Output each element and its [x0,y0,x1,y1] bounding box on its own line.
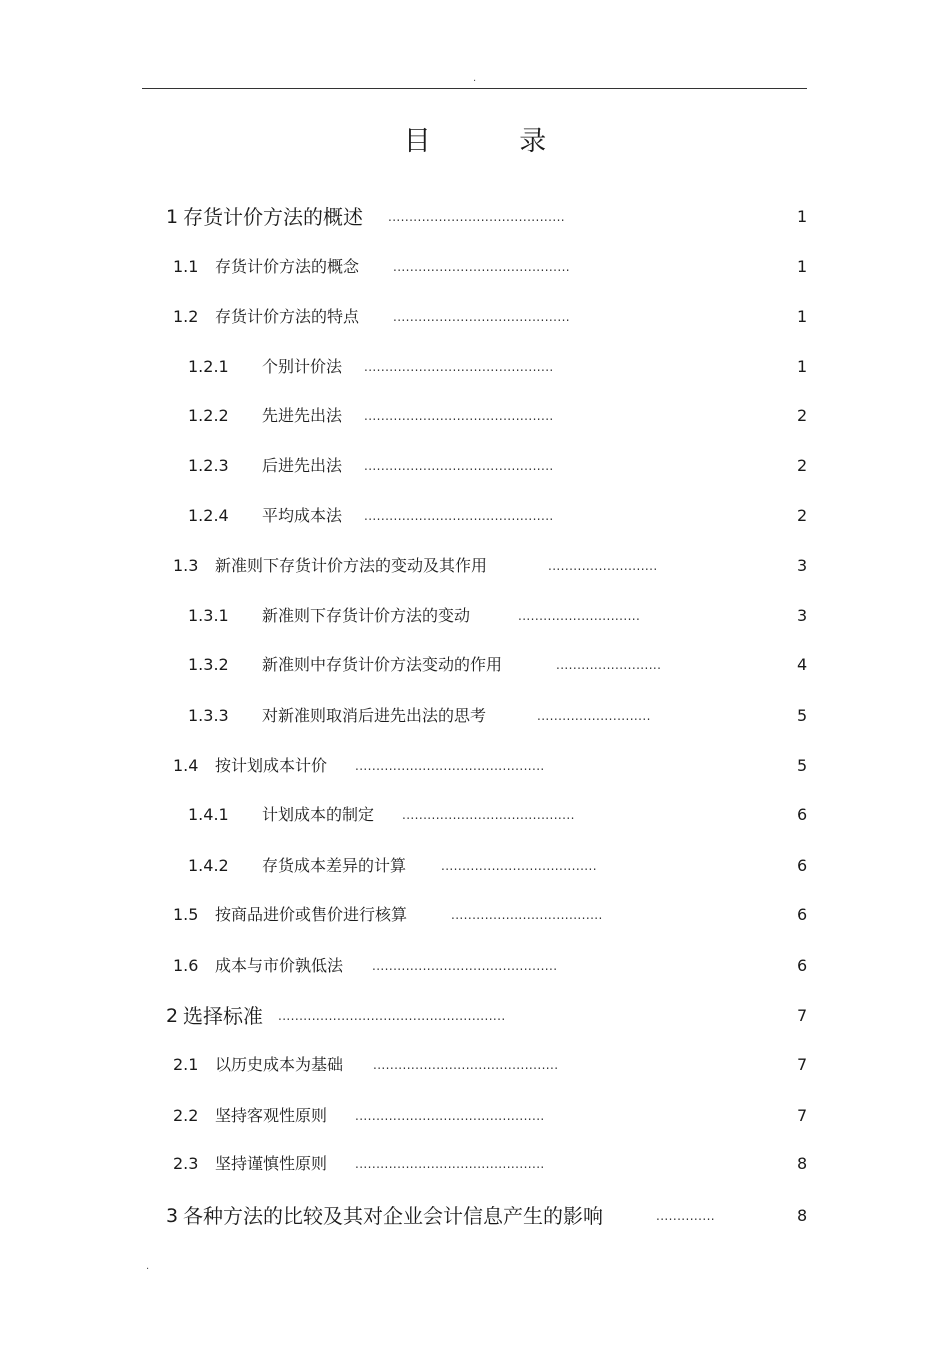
toc-entry-number: 1.2 [173,307,199,326]
toc-entry-leader-dots: .......................................... [388,210,566,224]
toc-entry-label: 选择标准 [183,1004,263,1028]
toc-entry-label: 新准则下存货计价方法的变动及其作用 [215,556,488,575]
toc-entry-page-number: 8 [797,1154,808,1173]
toc-entry[interactable] [0,951,950,981]
toc-entry-number: 1.4.1 [188,805,229,824]
toc-entry[interactable] [0,302,950,332]
toc-entry-leader-dots: ............................................. [364,459,554,473]
toc-entry[interactable] [0,501,950,531]
toc-entry[interactable] [0,1149,950,1179]
toc-entry[interactable] [0,851,950,881]
toc-entry-leader-dots: ......................................... [402,808,575,822]
toc-entry-page-number: 6 [797,805,808,824]
toc-entry-page-number: 5 [797,756,808,775]
toc-entry[interactable] [0,202,950,232]
toc-entry-label: 存货计价方法的概念 [215,257,360,276]
toc-entry-number: 1.3.3 [188,706,229,725]
toc-entry-leader-dots: ............................................. [364,509,554,523]
toc-entry[interactable] [0,751,950,781]
toc-entry[interactable] [0,1050,950,1080]
toc-entry-page-number: 1 [797,307,808,326]
toc-entry-number: 1.2.1 [188,357,229,376]
toc-entry-number: 1.6 [173,956,199,975]
toc-entry-leader-dots: ............................................ [372,959,558,973]
toc-entry-page-number: 7 [797,1055,808,1074]
toc-entry-page-number: 2 [797,456,808,475]
toc-entry-page-number: 2 [797,506,808,525]
toc-entry-label: 坚持客观性原则 [215,1106,328,1125]
toc-entry-page-number: 1 [797,207,808,226]
toc-entry-page-number: 1 [797,257,808,276]
toc-entry-number: 1.3.1 [188,606,229,625]
toc-entry-leader-dots: ............................................. [355,759,545,773]
toc-entry-label: 按商品进价或售价进行核算 [215,905,408,924]
toc-entry-leader-dots: .......................................... [393,310,571,324]
toc-entry-leader-dots: ............................................. [364,360,554,374]
toc-entry-number: 2.1 [173,1055,199,1074]
toc-entry-leader-dots: ..................................... [441,859,597,873]
toc-entry-number: 1.4 [173,756,199,775]
toc-entry-leader-dots: .............. [656,1209,716,1223]
toc-entry-leader-dots: .......................................... [393,260,571,274]
toc-entry[interactable] [0,1001,950,1031]
toc-entry-page-number: 3 [797,556,808,575]
page-title: 目 录 [403,126,587,157]
toc-entry-leader-dots: ............................................. [355,1109,545,1123]
toc-entry-label: 计划成本的制定 [262,805,375,824]
toc-entry-page-number: 6 [797,856,808,875]
toc-entry[interactable] [0,601,950,631]
toc-entry-leader-dots: ...................................................... [278,1009,506,1023]
toc-entry-leader-dots: ............................................ [373,1058,559,1072]
toc-entry-number: 1.2.3 [188,456,229,475]
toc-entry-leader-dots: .......................... [548,559,658,573]
toc-entry-number: 1.3 [173,556,199,575]
toc-entry-page-number: 3 [797,606,808,625]
toc-entry-label: 以历史成本为基础 [215,1055,344,1074]
toc-entry-page-number: 7 [797,1106,808,1125]
toc-entry[interactable] [0,252,950,282]
toc-entry[interactable] [0,1201,950,1231]
toc-entry[interactable] [0,551,950,581]
toc-entry[interactable] [0,900,950,930]
toc-entry-label: 按计划成本计价 [215,756,328,775]
toc-entry-number: 2 [166,1005,179,1027]
toc-entry-label: 平均成本法 [262,506,343,525]
toc-entry-number: 1.3.2 [188,655,229,674]
toc-entry[interactable] [0,650,950,680]
toc-entry[interactable] [0,352,950,382]
toc-entry-label: 各种方法的比较及其对企业会计信息产生的影响 [183,1204,603,1228]
toc-entry-number: 2.2 [173,1106,199,1125]
toc-entry-number: 1 [166,206,179,228]
toc-entry-page-number: 5 [797,706,808,725]
toc-entry-label: 新准则中存货计价方法变动的作用 [262,655,503,674]
toc-entry-leader-dots: .................................... [451,908,603,922]
toc-entry-page-number: 2 [797,406,808,425]
toc-entry-number: 1.5 [173,905,199,924]
toc-entry-label: 新准则下存货计价方法的变动 [262,606,471,625]
toc-entry-label: 存货计价方法的特点 [215,307,360,326]
toc-entry-page-number: 6 [797,905,808,924]
toc-entry[interactable] [0,1101,950,1131]
toc-entry-label: 后进先出法 [262,456,343,475]
toc-entry-number: 1.1 [173,257,199,276]
toc-entry-label: 坚持谨慎性原则 [215,1154,328,1173]
toc-entry-page-number: 1 [797,357,808,376]
toc-entry-label: 存货成本差异的计算 [262,856,407,875]
toc-entry[interactable] [0,451,950,481]
toc-entry-page-number: 7 [797,1006,808,1025]
header-mark: . [473,73,477,84]
toc-entry-label: 对新准则取消后进先出法的思考 [262,706,487,725]
toc-entry-number: 2.3 [173,1154,199,1173]
toc-entry-page-number: 6 [797,956,808,975]
toc-entry-label: 成本与市价孰低法 [215,956,344,975]
footer-mark: . [146,1261,150,1272]
toc-entry-label: 先进先出法 [262,406,343,425]
toc-entry[interactable] [0,401,950,431]
toc-entry-label: 存货计价方法的概述 [183,205,363,229]
toc-entry-number: 1.2.2 [188,406,229,425]
toc-entry-number: 3 [166,1205,179,1227]
toc-entry-leader-dots: ............................................. [364,409,554,423]
toc-entry-page-number: 4 [797,655,808,674]
toc-entry-leader-dots: ........................... [537,709,651,723]
toc-entry[interactable] [0,800,950,830]
toc-entry[interactable] [0,701,950,731]
toc-entry-page-number: 8 [797,1206,808,1225]
toc-entry-number: 1.2.4 [188,506,229,525]
toc-entry-leader-dots: ......................... [556,658,662,672]
toc-entry-leader-dots: ............................................. [355,1157,545,1171]
toc-entry-leader-dots: ............................. [518,609,641,623]
toc-entry-number: 1.4.2 [188,856,229,875]
toc-entry-label: 个别计价法 [262,357,343,376]
